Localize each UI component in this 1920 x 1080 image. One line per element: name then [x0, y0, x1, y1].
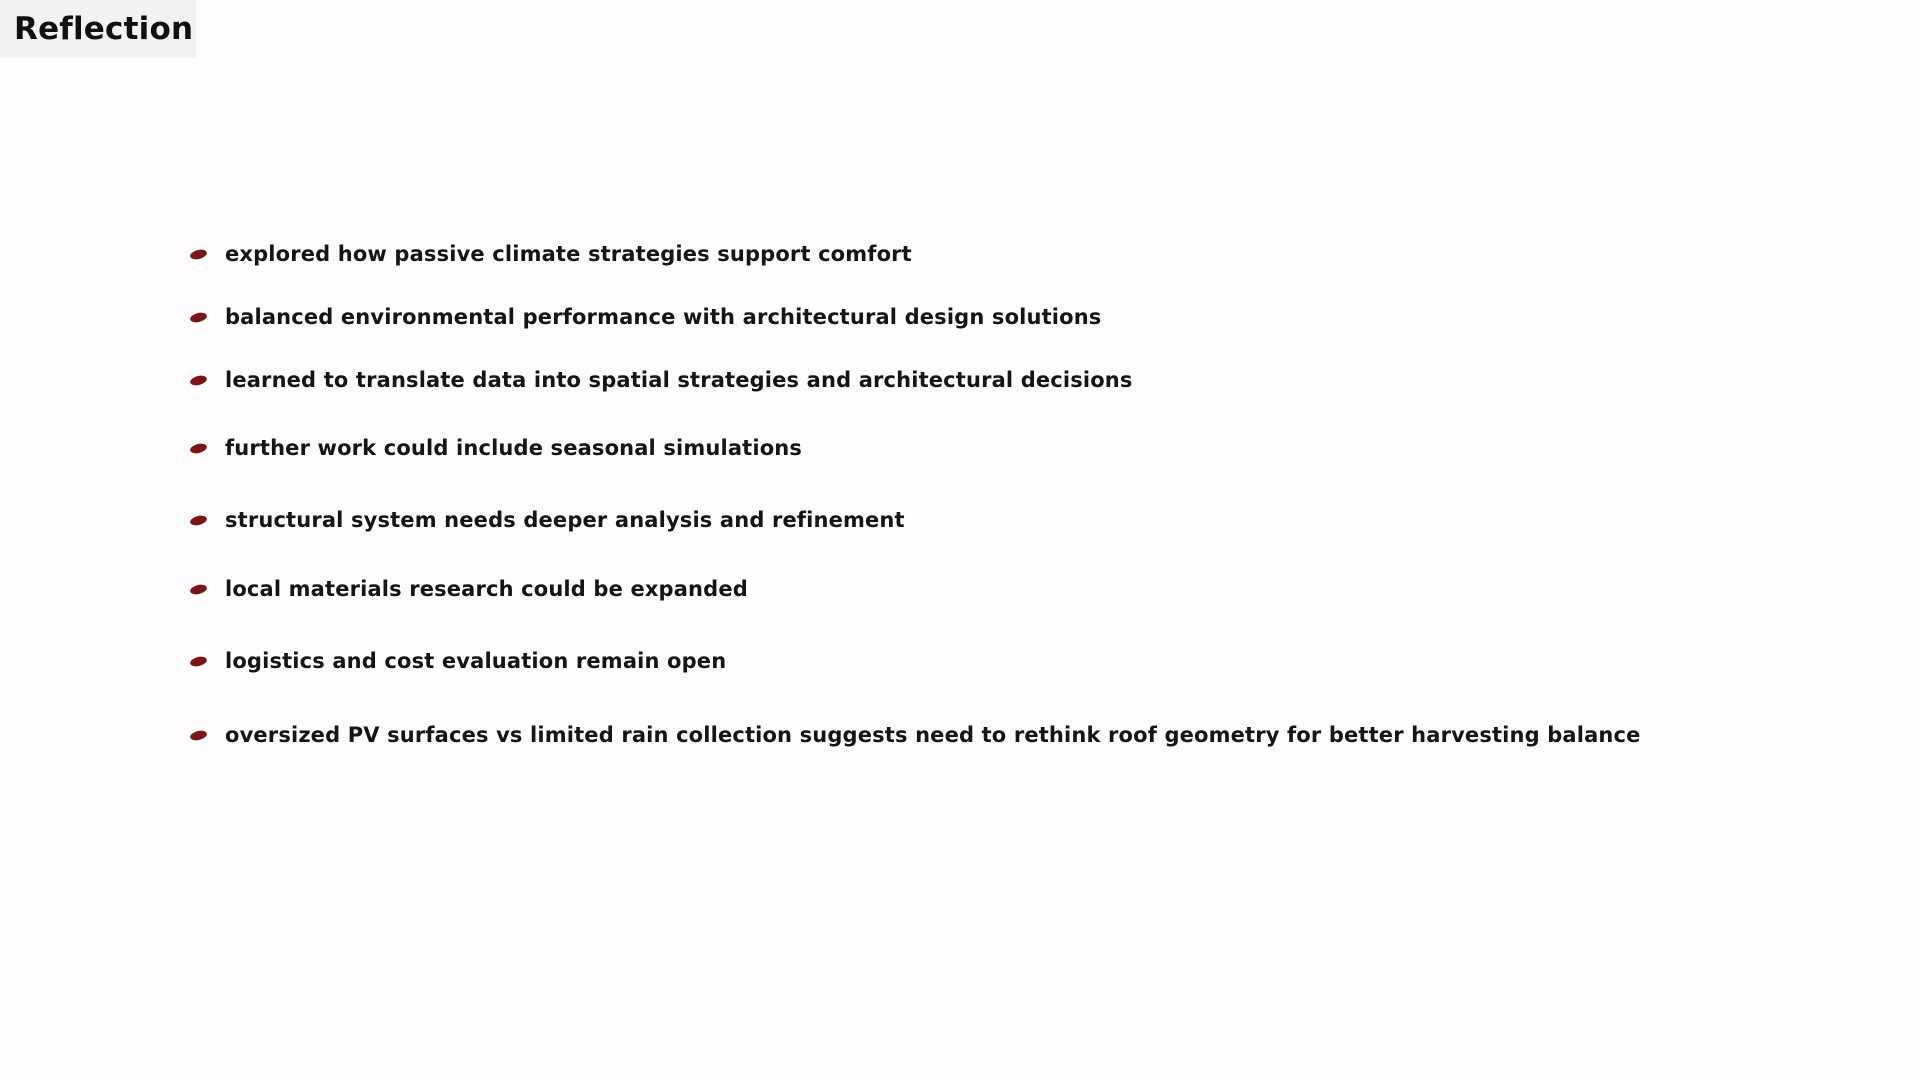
bullet-icon: [189, 442, 208, 455]
list-item-text: balanced environmental performance with architectural design solutions: [225, 305, 1102, 329]
bullet-icon: [189, 248, 208, 261]
bullet-icon: [189, 655, 208, 668]
list-item: [190, 573, 748, 605]
list-item: [190, 238, 912, 270]
page-title: Reflection: [14, 11, 194, 47]
bullet-icon: [189, 311, 208, 324]
title-bar: [0, 0, 196, 58]
list-item-text: logistics and cost evaluation remain open: [225, 649, 727, 673]
bullet-icon: [189, 583, 208, 596]
bullet-icon: [189, 374, 208, 387]
list-item-text: explored how passive climate strategies support comfort: [225, 242, 912, 266]
list-item-text: further work could include seasonal simulations: [225, 436, 803, 460]
list-item: [190, 364, 1133, 396]
bullet-icon: [189, 514, 208, 527]
list-item: [190, 719, 1641, 751]
list-item-text: structural system needs deeper analysis and refinement: [225, 508, 905, 532]
bullet-icon: [189, 729, 208, 742]
list-item: [190, 301, 1101, 333]
list-item-text: local materials research could be expanded: [225, 577, 748, 601]
list-item-text: oversized PV surfaces vs limited rain collection suggests need to rethink roof geometry for better harvesting balance: [225, 723, 1641, 747]
list-item-text: learned to translate data into spatial strategies and architectural decisions: [225, 368, 1133, 392]
list-item: [190, 432, 802, 464]
list-item: [190, 645, 726, 677]
list-item: [190, 504, 905, 536]
